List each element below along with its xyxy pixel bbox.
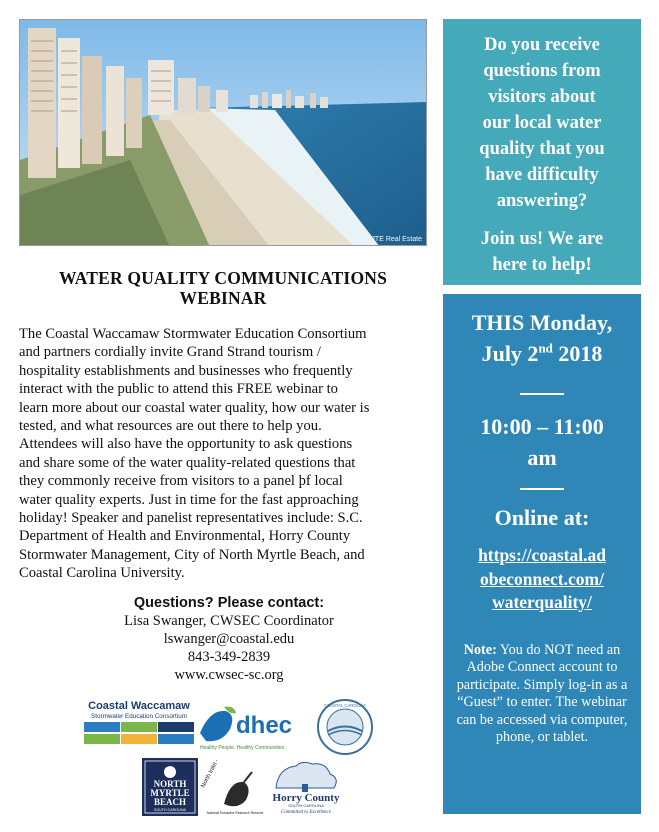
question-line: answering? (496, 191, 588, 211)
cwsec-title: Coastal Waccamaw (88, 700, 190, 712)
event-time (443, 411, 641, 473)
question-line: Do you receive (484, 35, 600, 55)
ni-title (200, 760, 236, 789)
date-month: July 2 (481, 341, 539, 366)
paragraph-line: water quality experts. Just in time for the fast approaching (19, 491, 359, 508)
date-year: 2018 (552, 341, 603, 366)
join-line: Join us! We are (480, 229, 604, 249)
paragraph-line: and partners cordially invite Grand Strand tourism / (19, 344, 321, 361)
online-label: Online at: (494, 505, 590, 530)
date-line1: THIS Monday, (471, 310, 613, 335)
hero-photo (19, 19, 427, 246)
question-line: questions from (483, 61, 601, 81)
access-note (443, 642, 641, 748)
note-text: You do NOT need an Adobe Connect account to participate. Simply log-in as a “Guest” to enter. The webinar can be accessed via computer, phone, or tablet. (456, 641, 628, 746)
ni-subtitle: National Estuarine Research Reserve (206, 811, 264, 815)
time-line2: am (527, 445, 557, 470)
horry-county-logo (268, 758, 344, 816)
paragraph-line: Attendees will also have the opportunity to ask questions (19, 436, 353, 453)
paragraph-line: and share some of the water quality-related questions that (19, 454, 356, 471)
paragraph-line: they commonly receive from visitors to a panel þf local (19, 473, 343, 490)
divider (520, 393, 564, 395)
horry-logo-graphic (268, 758, 344, 816)
question-text (443, 32, 641, 214)
date-ordinal: nd (538, 340, 553, 356)
link-line: https://coastal.ad (478, 545, 606, 565)
nmb-logo-graphic (142, 758, 198, 816)
paragraph-line: Coastal Carolina University. (19, 565, 185, 582)
nmb-bottom: SOUTH CAROLINA (154, 808, 186, 812)
contact-block (19, 594, 439, 684)
question-line: quality that you (479, 139, 605, 159)
contact-heading: Questions? Please contact: (133, 595, 325, 611)
contact-phone: 843-349-2839 (187, 649, 271, 665)
horry-tagline: Committed to Excellence (281, 810, 331, 815)
seal-graphic (316, 698, 374, 756)
question-line: have difficulty (485, 165, 599, 185)
time-line1: 10:00 – 11:00 (480, 414, 604, 439)
photo-credit: ©JTE Real Estate (366, 236, 422, 243)
beach-skyline-illustration (20, 20, 427, 246)
link-line: waterquality/ (492, 592, 592, 612)
headline-line: WATER QUALITY COMMUNICATIONS (58, 268, 388, 288)
paragraph-line: Stormwater Management, City of North Myrtle Beach, and (19, 546, 365, 563)
paragraph-line: holiday! Speaker and panelist representatives include: S.C. (19, 510, 363, 527)
divider (520, 488, 564, 490)
seal-text: COASTAL CAROLINA (324, 703, 366, 708)
nmb-line1: NORTH (153, 779, 187, 789)
webinar-headline (19, 268, 427, 308)
sc-state-shape-icon (200, 711, 232, 741)
event-date (443, 307, 641, 369)
dhec-tagline: Healthy People. Healthy Communities. (200, 745, 286, 751)
cwsec-logo-graphic (84, 698, 194, 748)
coastal-seal-logo (316, 698, 374, 756)
nmb-line3: BEACH (153, 797, 187, 807)
cwsec-logo (84, 698, 194, 748)
contact-email[interactable]: lswanger@coastal.edu (163, 631, 295, 647)
paragraph-line: Department of Health and Environmental, Horry County (19, 528, 351, 545)
question-line: our local water (482, 113, 602, 133)
join-line: here to help! (492, 255, 592, 275)
webinar-link[interactable] (443, 544, 641, 615)
nmb-line2: MYRTLE (150, 788, 190, 798)
ni-logo-graphic (200, 760, 270, 816)
dhec-logo-graphic (196, 703, 312, 751)
paragraph-line: learn more about our coastal water quality, how our water is (19, 399, 370, 416)
north-myrtle-beach-logo (142, 758, 198, 816)
paragraph-line: hospitality establishments and businesses who frequently (19, 362, 353, 379)
headline-line: WEBINAR (179, 288, 267, 308)
nmb-top: CITY OF (162, 763, 178, 768)
horry-name: Horry County (272, 792, 340, 804)
paragraph-line: interact with the public to attend this FREE webinar to (19, 381, 338, 398)
contact-name: Lisa Swanger, CWSEC Coordinator (124, 613, 334, 629)
paragraph-line: tested, and what resources are out there to help you. (19, 418, 322, 435)
dhec-name: dhec (236, 712, 293, 739)
cwsec-subtitle: Stormwater Education Consortium (91, 713, 187, 720)
question-line: visitors about (488, 87, 596, 107)
north-inlet-logo (200, 760, 270, 816)
invitation-paragraph (19, 325, 429, 583)
date-line2 (443, 338, 641, 369)
dhec-logo (196, 703, 312, 751)
note-label: Note: (463, 641, 497, 658)
join-us-text (443, 226, 641, 278)
heron-icon (224, 782, 249, 806)
question-panel (443, 19, 641, 285)
contact-website[interactable]: www.cwsec-sc.org (174, 667, 284, 683)
link-line: obeconnect.com/ (480, 568, 604, 589)
horry-state: SOUTH CAROLINA (288, 803, 324, 808)
paragraph-line: The Coastal Waccamaw Stormwater Education Consortium (19, 326, 367, 342)
event-details-panel (443, 294, 641, 814)
